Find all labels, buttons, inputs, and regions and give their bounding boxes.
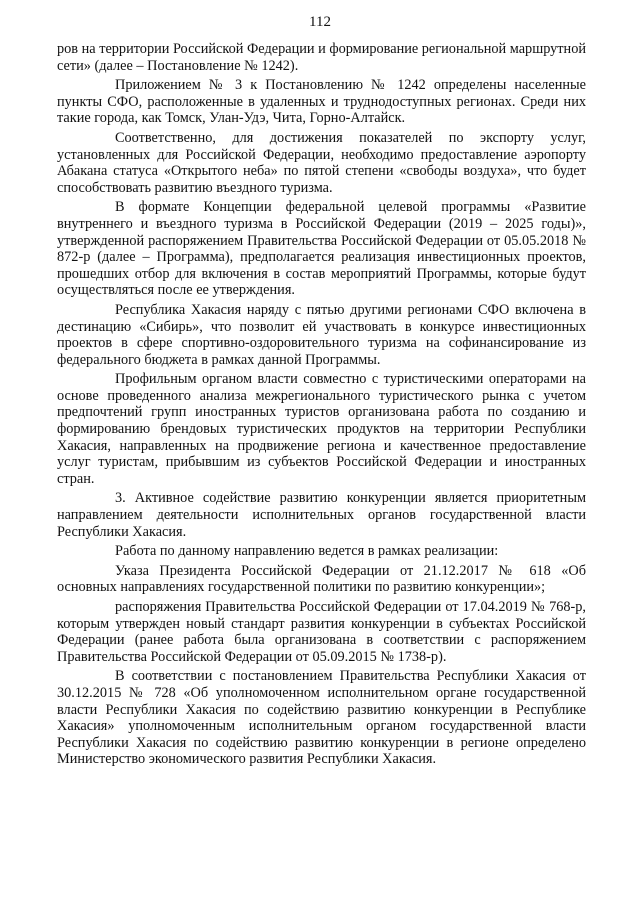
- paragraph: В формате Концепции федеральной целевой программы «Развитие внутреннего и въездного туризма в Российской Федерации (2019 – 2025 годы)», утвержденной распоряжением Правительства Российской Федерации от 05.05.2018 № 872-р (далее – Программа), предполагается реализация инвестиционных проектов, прошедших отбор для включения в состав мероприятий Программы, которые будут осуществляться после ее утверждения.: [57, 199, 586, 299]
- paragraph: Республика Хакасия наряду с пятью другими регионами СФО включена в дестинацию «Сибирь», что позволит ей участвовать в конкурсе инвестиционных проектов в сфере спортивно-оздоровительного туризма на софинансирование из федерального бюджета в рамках данной Программы.: [57, 301, 586, 368]
- paragraph: Работа по данному направлению ведется в рамках реализации:: [115, 543, 499, 560]
- paragraph: 3. Активное содействие развитию конкуренции является приоритетным направлением деятельности исполнительных органов государственной власти Республики Хакасия.: [57, 490, 586, 540]
- paragraph: Профильным органом власти совместно с туристическими операторами на основе проведенного анализа межрегионального туристического рынка с учетом предпочтений групп иностранных туристов организована работа по созданию и формированию брендовых туристических продуктов на территории Республики Хакасия, направленных на продвижение региона и качественное предоставление услуг туристам, прибывшим из субъектов Российской Федерации и иностранных стран.: [57, 371, 586, 487]
- paragraph: Приложением № 3 к Постановлению № 1242 определены населенные пункты СФО, расположенные в удаленных и труднодоступных регионах. Среди них такие города, как Томск, Улан-Удэ, Чита, Горно-Алтайск.: [57, 77, 586, 127]
- paragraph: Указа Президента Российской Федерации от 21.12.2017 № 618 «Об основных направлениях государственной политики по развитию конкуренции»;: [57, 562, 586, 596]
- paragraph: ров на территории Российской Федерации и формирование региональной маршрутной сети» (далее – Постановление № 1242).: [57, 41, 587, 74]
- paragraph: распоряжения Правительства Российской Федерации от 17.04.2019 № 768-р, которым утвержден новый стандарт развития конкуренции в субъектах Российской Федерации (ранее работа была организована в соответствии с распоряжением Правительства Российской Федерации от 05.09.2015 № 1738-р).: [57, 599, 586, 665]
- paragraph: В соответствии с постановлением Правительства Республики Хакасия от 30.12.2015 № 728 «Об уполномоченном исполнительном органе государственной власти Республики Хакасия по содействию развитию конкуренции в Республике Хакасия» уполномоченным исполнительным органом государственной власти Республики Хакасия по содействию развитию конкуренции в регионе определено Министерство экономического развития Республики Хакасия.: [57, 668, 586, 768]
- body-text: [57, 41, 586, 771]
- page-number: 112: [309, 14, 331, 30]
- paragraph: Соответственно, для достижения показателей по экспорту услуг, установленных для Российской Федерации, необходимо предоставление аэропорту Абакана статуса «Открытого неба» по пятой степени «свободы воздуха», что будет способствовать развитию въездного туризма.: [57, 129, 586, 196]
